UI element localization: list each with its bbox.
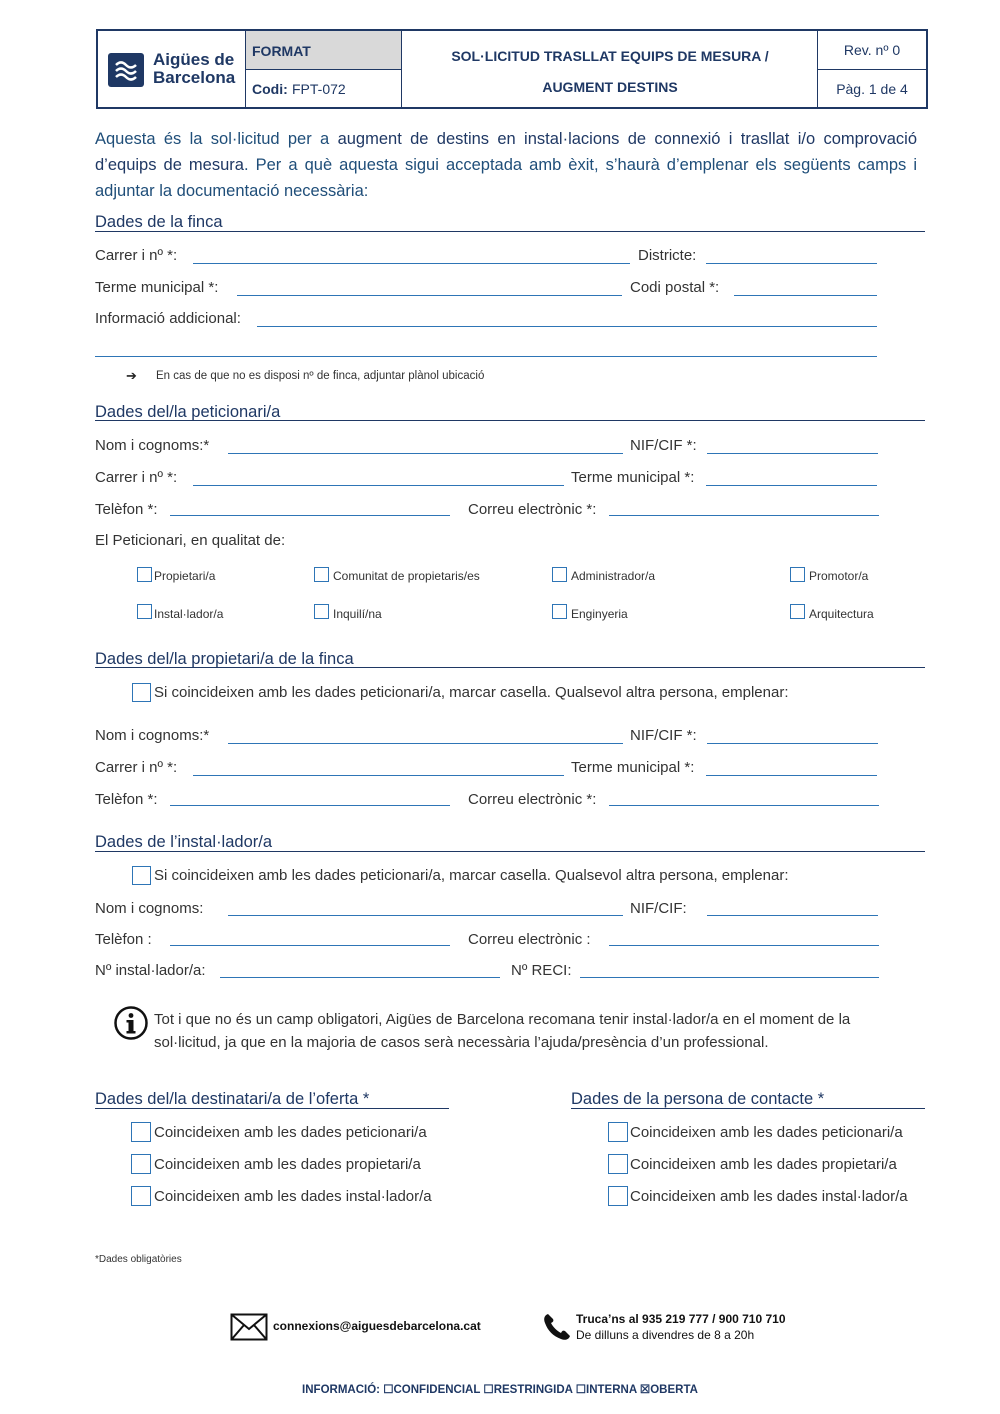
section-underline: [95, 667, 925, 668]
role-label: Comunitat de propietaris/es: [333, 569, 480, 583]
petitioner-capacity-label: El Peticionari, en qualitat de:: [95, 532, 286, 549]
page-cell: [818, 70, 926, 107]
format-cell: [246, 31, 402, 70]
owner-same-label: Si coincideixen amb les dades peticionari/a, marcar casella. Qualsevol altra persona, emplenar:: [154, 684, 789, 701]
recipient-checkbox-propietari[interactable]: [131, 1154, 151, 1174]
classification-label: OBERTA: [650, 1384, 698, 1396]
installer-number-field[interactable]: [220, 977, 500, 978]
phone-icon: [542, 1312, 572, 1342]
installer-reci-field[interactable]: [580, 977, 879, 978]
role-checkbox-promotor[interactable]: [790, 567, 805, 582]
owner-name-field[interactable]: [228, 743, 623, 744]
petitioner-name-label: Nom i cognoms:*: [95, 437, 210, 454]
finca-note: En cas de que no es disposi nº de finca, adjuntar plànol ubicació: [156, 370, 485, 382]
contact-option-label: Coincideixen amb les dades peticionari/a: [630, 1124, 903, 1141]
petitioner-nif-label: NIF/CIF *:: [630, 437, 697, 454]
logo-line-2: Barcelona: [153, 68, 236, 87]
section-title-owner: Dades del/la propietari/a de la finca: [95, 650, 354, 668]
finca-postal-label: Codi postal *:: [630, 279, 720, 296]
role-checkbox-propietari[interactable]: [137, 567, 152, 582]
recipient-checkbox-peticionari[interactable]: [131, 1122, 151, 1142]
section-underline: [95, 420, 925, 421]
logo-line-1: Aigües de: [153, 50, 235, 69]
title-cell: [402, 31, 818, 107]
role-label: Administrador/a: [571, 569, 656, 583]
finca-postal-field[interactable]: [734, 295, 877, 296]
installer-phone-field[interactable]: [170, 945, 450, 946]
section-underline: [95, 231, 925, 232]
petitioner-street-field[interactable]: [193, 485, 564, 486]
finca-municipality-field[interactable]: [237, 295, 622, 296]
contact-option-label: Coincideixen amb les dades instal·lador/a: [630, 1188, 908, 1205]
phone-numbers: Truca’ns al 935 219 777 / 900 710 710: [576, 1312, 786, 1326]
section-underline: [571, 1108, 925, 1109]
section-title-petitioner: Dades del/la peticionari/a: [95, 403, 281, 421]
classification-label: INTERNA: [586, 1384, 637, 1396]
classification-label: RESTRINGIDA: [493, 1384, 573, 1396]
petitioner-email-label: Correu electrònic *:: [468, 501, 597, 518]
owner-name-label: Nom i cognoms:*: [95, 727, 210, 744]
code-value: FPT-072: [292, 81, 346, 97]
code-cell: [246, 70, 402, 107]
section-title-recipient: Dades del/la destinatari/a de l’oferta *: [95, 1090, 370, 1108]
contact-email-link[interactable]: connexions@aiguesdebarcelona.cat: [273, 1319, 481, 1333]
format-label: FORMAT: [252, 43, 311, 59]
document-title-line-2: AUGMENT DESTINS: [542, 79, 678, 95]
contact-checkbox-installador[interactable]: [608, 1186, 628, 1206]
contact-checkbox-peticionari[interactable]: [608, 1122, 628, 1142]
installer-email-field[interactable]: [609, 945, 879, 946]
intro-paragraph: [95, 126, 917, 204]
owner-nif-label: NIF/CIF *:: [630, 727, 697, 744]
role-checkbox-administrador[interactable]: [552, 567, 567, 582]
section-title-finca: Dades de la finca: [95, 213, 223, 231]
installer-nif-label: NIF/CIF:: [630, 900, 687, 917]
document-header: [96, 29, 928, 109]
petitioner-name-field[interactable]: [228, 453, 623, 454]
installer-same-label: Si coincideixen amb les dades peticionari/a, marcar casella. Qualsevol altra persona, emplenar:: [154, 867, 789, 884]
contact-checkbox-propietari[interactable]: [608, 1154, 628, 1174]
document-title-line-1: SOL·LICITUD TRASLLAT EQUIPS DE MESURA /: [451, 48, 769, 64]
section-title-contact: Dades de la persona de contacte *: [571, 1090, 825, 1108]
role-label: Inquilí/na: [333, 607, 382, 621]
revision-number: Rev. nº 0: [843, 42, 901, 58]
petitioner-street-label: Carrer i nº *:: [95, 469, 178, 486]
logo-cell: [98, 31, 246, 107]
section-underline: [95, 851, 925, 852]
petitioner-phone-label: Telèfon *:: [95, 501, 158, 518]
role-checkbox-enginyeria[interactable]: [552, 604, 567, 619]
logo-text: [153, 51, 235, 87]
intro-text-1: Aquesta és la sol·licitud per a: [95, 130, 338, 148]
role-label: Promotor/a: [809, 569, 869, 583]
role-checkbox-installador[interactable]: [137, 604, 152, 619]
role-label: Propietari/a: [154, 569, 216, 583]
owner-street-label: Carrer i nº *:: [95, 759, 178, 776]
recipient-checkbox-installador[interactable]: [131, 1186, 151, 1206]
section-underline: [95, 1108, 449, 1109]
finca-municipality-label: Terme municipal *:: [95, 279, 219, 296]
finca-street-field[interactable]: [193, 263, 630, 264]
owner-same-checkbox[interactable]: [132, 683, 151, 702]
classification-checkbox-oberta[interactable]: ☒: [639, 1384, 651, 1396]
intro-highlight: augment de destins en instal·lacions de connexió i trasllat i/o comprovació d’equips de mesura: [95, 130, 917, 174]
installer-nif-field[interactable]: [707, 915, 878, 916]
finca-additional-field[interactable]: [257, 326, 877, 327]
classification-checkbox-restringida[interactable]: ☐: [483, 1384, 494, 1396]
petitioner-municipality-field[interactable]: [706, 485, 877, 486]
classification-checkbox-interna[interactable]: ☐: [575, 1384, 587, 1396]
recipient-option-label: Coincideixen amb les dades instal·lador/a: [154, 1188, 432, 1205]
owner-municipality-field[interactable]: [706, 775, 877, 776]
role-checkbox-comunitat[interactable]: [314, 567, 329, 582]
recipient-option-label: Coincideixen amb les dades propietari/a: [154, 1156, 421, 1173]
finca-district-field[interactable]: [706, 263, 877, 264]
owner-phone-field[interactable]: [170, 805, 450, 806]
revision-cell: [818, 31, 926, 70]
installer-reci-label: Nº RECI:: [511, 962, 572, 979]
installer-same-checkbox[interactable]: [132, 866, 151, 885]
phone-hours: De dilluns a divendres de 8 a 20h: [576, 1328, 755, 1342]
page-number: Pàg. 1 de 4: [836, 81, 908, 97]
classification-checkbox-confidencial[interactable]: ☐: [383, 1384, 394, 1396]
finca-additional-field-2[interactable]: [95, 356, 877, 357]
code-label: Codi:: [252, 81, 288, 97]
role-checkbox-inquili[interactable]: [314, 604, 329, 619]
information-classification: [0, 1382, 1000, 1396]
installer-name-label: Nom i cognoms:: [95, 900, 204, 917]
water-logo-icon: [108, 53, 144, 87]
intro-text-2: . Per a què aquesta sigui acceptada amb èxit, s’haurà d’emplenar els següents camps i adjuntar la documentació necessària:: [95, 156, 917, 200]
envelope-icon: [230, 1313, 268, 1341]
finca-district-label: Districte:: [638, 247, 697, 264]
installer-number-label: Nº instal·lador/a:: [95, 962, 206, 979]
owner-email-label: Correu electrònic *:: [468, 791, 597, 808]
role-label: Enginyeria: [571, 607, 628, 621]
finca-street-label: Carrer i nº *:: [95, 247, 178, 264]
owner-email-field[interactable]: [609, 805, 879, 806]
petitioner-municipality-label: Terme municipal *:: [571, 469, 695, 486]
role-label: Instal·lador/a: [154, 607, 224, 621]
owner-nif-field[interactable]: [707, 743, 878, 744]
info-classification-label: INFORMACIÓ:: [302, 1384, 380, 1396]
info-icon: [113, 1005, 149, 1041]
installer-phone-label: Telèfon :: [95, 931, 152, 948]
finca-additional-label: Informació addicional:: [95, 310, 241, 327]
owner-phone-label: Telèfon *:: [95, 791, 158, 808]
mandatory-note: *Dades obligatòries: [95, 1254, 182, 1265]
petitioner-nif-field[interactable]: [707, 453, 878, 454]
role-label: Arquitectura: [809, 607, 874, 621]
role-checkbox-arquitectura[interactable]: [790, 604, 805, 619]
section-title-installer: Dades de l’instal·lador/a: [95, 833, 273, 851]
recipient-option-label: Coincideixen amb les dades peticionari/a: [154, 1124, 427, 1141]
installer-name-field[interactable]: [228, 915, 623, 916]
installer-email-label: Correu electrònic :: [468, 931, 591, 948]
petitioner-phone-field[interactable]: [170, 515, 450, 516]
petitioner-email-field[interactable]: [609, 515, 879, 516]
arrow-right-icon: ➔: [126, 368, 137, 383]
owner-municipality-label: Terme municipal *:: [571, 759, 695, 776]
contact-option-label: Coincideixen amb les dades propietari/a: [630, 1156, 897, 1173]
classification-label: CONFIDENCIAL: [393, 1384, 481, 1396]
installer-info-note: Tot i que no és un camp obligatori, Aigües de Barcelona recomana tenir instal·lador/a en el moment de la sol·licitud, ja que en la majoria de casos serà necessària l’ajuda/presència d’un professional.: [154, 1011, 851, 1051]
owner-street-field[interactable]: [193, 775, 564, 776]
